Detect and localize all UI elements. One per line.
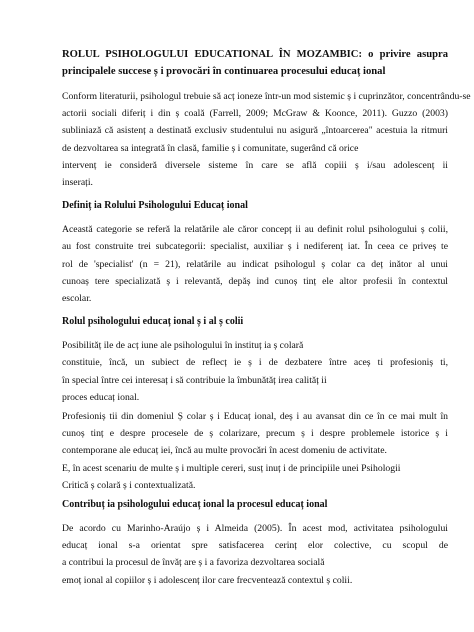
text-line: escolar. bbox=[62, 293, 92, 305]
role-paragraph bbox=[62, 337, 448, 406]
text-line: Această categorie se referă la relatările ale căror concepț ii au definit rolul psihologului ș colii, bbox=[62, 224, 448, 236]
document-title bbox=[62, 46, 448, 80]
definition-paragraph bbox=[62, 221, 448, 307]
text-line: Posibilităț ile de acț iune ale psihologului în instituț ia ș colară bbox=[62, 340, 304, 352]
section-heading-definition: Definiț ia Rolului Psihologului Educaț ional bbox=[62, 200, 248, 212]
contribution-paragraph bbox=[62, 520, 448, 589]
text-line: cunoaș tere specializată ș i relevantă, depăș ind cunoș tinț ele altor profesii în contextul bbox=[62, 275, 448, 287]
text-line: actorii sociali diferiț i din ș coală (Farrell, 2009; McGraw & Koonce, 2011). Guzzo (2003) bbox=[62, 108, 448, 120]
text-line: De acordo cu Marinho-Araújo ș i Almeida (2005). În acest mod, activitatea psihologului bbox=[62, 523, 448, 535]
text-line: rol de 'specialist' (n = 21), relatările au indicat psihologul ș colar ca deț inător al unui bbox=[62, 258, 448, 270]
text-line: constituie, încă, un subiect de reflecț ie ș i de dezbatere între aceș ti profesioniș ti, bbox=[62, 357, 448, 369]
title-line: principalele succese ș i provocări în continuarea procesului educaț ional bbox=[62, 66, 386, 77]
professionals-paragraph bbox=[62, 408, 448, 494]
text-line: a contribui la procesul de învăț are ș i a favoriza dezvoltarea socială bbox=[62, 557, 325, 569]
text-line: proces educaț ional. bbox=[62, 391, 140, 403]
text-line: E, în acest scenariu de multe ș i multiple cereri, susț inuț i de principiile unei Psihologii bbox=[62, 462, 401, 474]
text-line: au fost construite trei subcategorii: specialist, auxiliar ș i nediferenț iat. În ceea ce priveș te bbox=[62, 241, 448, 253]
text-line: cunoș tinț e despre procesele de ș colarizare, precum ș i despre problemele istorice ș i bbox=[62, 428, 448, 440]
section-heading-contribution: Contribuț ia psihologului educaț ional la procesul educaț ional bbox=[62, 499, 328, 511]
text-line: emoț ional al copiilor ș i adolescenț ilor care frecventează contextul ș colii. bbox=[62, 574, 353, 586]
text-line: intervenț ie consideră diversele sisteme în care se află copiii ș i/sau adolescenț ii bbox=[62, 159, 448, 171]
document-body bbox=[62, 46, 471, 595]
text-line: inserați. bbox=[62, 177, 93, 189]
text-line: Critică ș colară ș i contextualizată. bbox=[62, 479, 196, 491]
text-line: în special între cei interesaț i să contribuie la îmbunătăț irea calităț ii bbox=[62, 374, 327, 386]
text-line: Profesioniș tii din domeniul Ș colar ș i Educaț ional, deș i au avansat din ce în ce mai mult în bbox=[62, 411, 448, 423]
text-line: educaț ional s-a orientat spre satisfacerea cerinț elor colective, cu scopul de bbox=[62, 540, 448, 552]
text-line: Conform literaturii, psihologul trebuie să acț ioneze într-un mod sistemic ș i cuprinzător, concentrându-se bbox=[62, 91, 471, 102]
text-line: de dezvoltarea sa integrată în clasă, familie ș i comunitate, sugerând că orice bbox=[62, 142, 359, 154]
intro-paragraph bbox=[62, 88, 471, 191]
section-heading-role: Rolul psihologului educaț ional ș i al ș colii bbox=[62, 316, 244, 328]
text-line: contemporane ale educaț iei, încă au multe provocări în acest domeniu de activitate. bbox=[62, 445, 387, 457]
title-line: ROLUL PSIHOLOGULUI EDUCATIONAL ÎN MOZAMBIC: o privire asupra bbox=[62, 49, 448, 60]
text-line: subliniază că asistenț a destinată exclusiv studentului nu asigură „întoarcerea" acestuia la ritmuri bbox=[62, 125, 448, 137]
